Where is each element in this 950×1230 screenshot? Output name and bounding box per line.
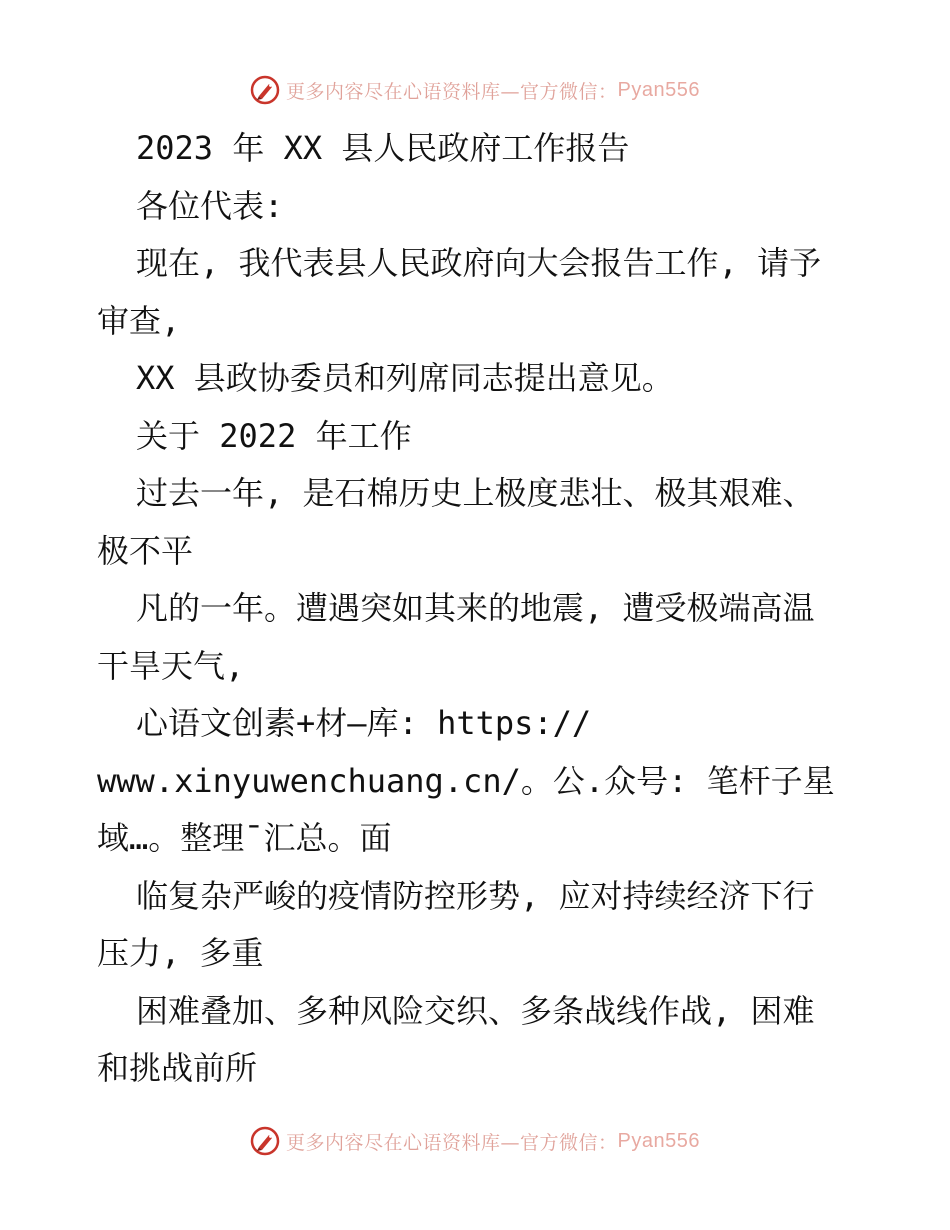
- section-heading: 关于 2022 年工作: [136, 416, 412, 455]
- text-line: 和挑战前所: [97, 1049, 258, 1087]
- wechat-id: Pyan556: [617, 78, 700, 101]
- text-line: 过去一年, 是石棉历史上极度悲壮、极其艰难、: [136, 474, 815, 512]
- text-line: 极不平: [97, 531, 194, 570]
- banner-text: 更多内容尽在心语资料库—官方微信：: [286, 1131, 618, 1154]
- text-line: 干旱天气,: [97, 646, 245, 685]
- text-line: 域…。整理¯汇总。面: [97, 819, 392, 857]
- document-title: 2023 年 XX 县人民政府工作报告: [136, 129, 630, 167]
- text-line: 审查,: [97, 301, 181, 340]
- fountain-pen-logo-icon: [250, 75, 280, 105]
- footer-banner: [0, 1121, 950, 1161]
- text-line: www.xinyuwenchuang.cn/。公.众号: 笔杆子星: [97, 761, 835, 800]
- text-line: 困难叠加、多种风险交织、多条战线作战, 困难: [136, 991, 815, 1030]
- text-line: 现在, 我代表县人民政府向大会报告工作, 请予: [136, 244, 822, 282]
- wechat-id: Pyan556: [617, 1129, 700, 1152]
- text-line: 凡的一年。遭遇突如其来的地震, 遭受极端高温: [136, 589, 815, 627]
- text-line: XX 县政协委员和列席同志提出意见。: [136, 359, 674, 397]
- banner-text: 更多内容尽在心语资料库—官方微信：: [286, 80, 618, 103]
- text-line: 压力, 多重: [97, 934, 264, 972]
- text-line: 临复杂严峻的疫情防控形势, 应对持续经济下行: [136, 876, 815, 915]
- fountain-pen-logo-icon: [250, 1126, 280, 1156]
- text-line: 心语文创素+材—库: https://: [136, 704, 592, 742]
- salutation: 各位代表:: [136, 186, 284, 225]
- document-body: [97, 120, 857, 1098]
- header-banner: [0, 70, 950, 110]
